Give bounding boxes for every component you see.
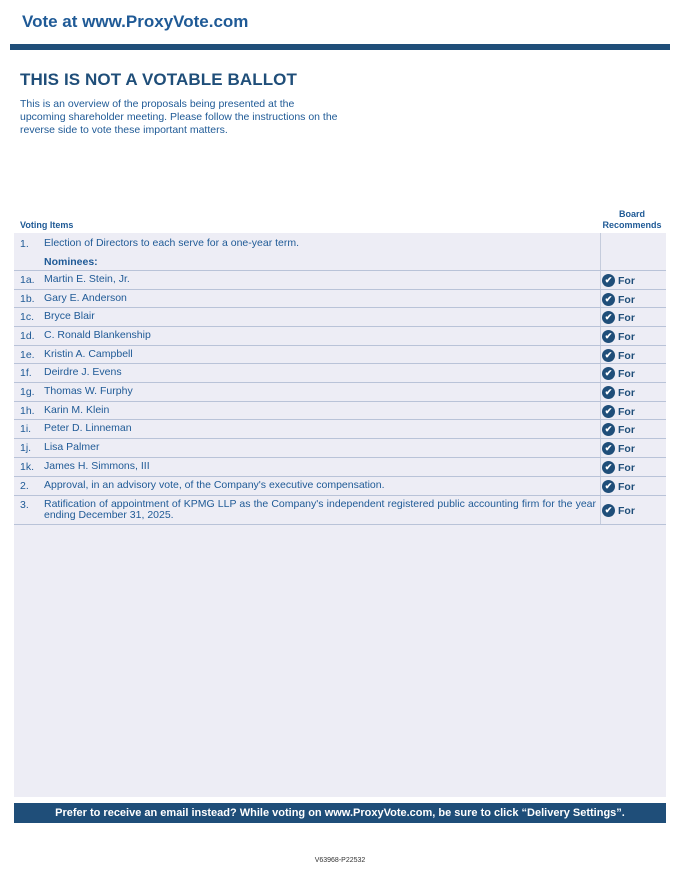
item-description: James H. Simmons, III [44,460,150,472]
checkmark-circle-icon: ✔ [602,405,615,418]
voting-item-row [14,458,666,477]
checkmark-circle-icon: ✔ [602,311,615,324]
item-description: Approval, in an advisory vote, of the Company's executive compensation. [44,479,385,491]
nominees-label: Nominees: [44,256,98,268]
checkmark-circle-icon: ✔ [602,504,615,517]
recommendation-label: For [618,367,635,380]
recommendation-label: For [618,461,635,474]
voting-item-row [14,364,666,383]
recommendation-label: For [618,442,635,455]
voting-item-row [14,477,666,496]
board-recommendation [602,293,635,306]
item-number: 1. [20,238,29,250]
item-description: Bryce Blair [44,310,95,322]
recommendation-label: For [618,349,635,362]
voting-item-row [14,402,666,420]
item-description: Thomas W. Furphy [44,385,133,397]
item-description: Kristin A. Campbell [44,348,133,360]
item-number: 1j. [20,442,32,454]
voting-item-row [14,383,666,402]
item-number: 3. [20,499,29,511]
voting-item-row [14,496,666,525]
voting-item-row [14,346,666,364]
checkmark-circle-icon: ✔ [602,330,615,343]
recommendation-label: For [618,386,635,399]
voting-items-header: Voting Items [20,220,74,230]
board-recommendation [602,504,635,517]
item-description: Lisa Palmer [44,441,100,453]
board-recommendation [602,386,635,399]
proxyvote-link[interactable]: Vote at www.ProxyVote.com [22,12,249,31]
header-rule [10,44,670,50]
checkmark-circle-icon: ✔ [602,367,615,380]
item-description: Gary E. Anderson [44,292,127,304]
recommendation-label: For [618,405,635,418]
voting-item-row [14,439,666,458]
email-delivery-banner: Prefer to receive an email instead? While voting on www.ProxyVote.com, be sure to click “Delivery Settings”. [14,803,666,823]
board-recommends-header [598,209,666,231]
item-number: 1b. [20,293,35,305]
board-recommendation [602,274,635,287]
checkmark-circle-icon: ✔ [602,480,615,493]
voting-item-row [14,327,666,346]
checkmark-circle-icon: ✔ [602,349,615,362]
document-code: V63968-P22532 [314,857,366,864]
item-number: 1g. [20,386,35,398]
recommendation-label: For [618,480,635,493]
board-recommendation [602,311,635,324]
row-divider [14,524,666,525]
checkmark-circle-icon: ✔ [602,293,615,306]
recommendation-label: For [618,311,635,324]
item-number: 1k. [20,461,35,473]
board-recommendation [602,480,635,493]
voting-item-row [14,271,666,290]
checkmark-circle-icon: ✔ [602,386,615,399]
item-description: Election of Directors to each serve for a one-year term. [44,237,300,249]
voting-item-row [14,420,666,439]
board-recommendation [602,423,635,436]
item-number: 1e. [20,349,35,361]
item-number: 1c. [20,311,35,323]
recommendation-label: For [618,274,635,287]
board-recommendation [602,405,635,418]
intro-text: This is an overview of the proposals being presented at the upcoming shareholder meeting. Please follow the instructions on the reverse side to vote these important matters. [20,98,338,136]
item-description: Ratification of appointment of KPMG LLP as the Company's independent registered public accounting firm for the year ending December 31, 2025. [44,498,596,521]
board-recommendation [602,330,635,343]
checkmark-circle-icon: ✔ [602,274,615,287]
board-recommendation [602,349,635,362]
top-header [0,0,680,50]
item-description: Deirdre J. Evens [44,366,122,378]
recommendation-label: For [618,330,635,343]
recommendation-label: For [618,423,635,436]
item-description: Martin E. Stein, Jr. [44,273,130,285]
item-number: 2. [20,480,29,492]
recommendation-label: For [618,504,635,517]
board-recommendation [602,461,635,474]
checkmark-circle-icon: ✔ [602,423,615,436]
board-recommends-line2: Recommends [602,220,662,230]
voting-item-row [14,290,666,308]
page-title: THIS IS NOT A VOTABLE BALLOT [20,70,297,89]
item-number: 1f. [20,367,32,379]
item-number: 1h. [20,405,35,417]
checkmark-circle-icon: ✔ [602,461,615,474]
item-number: 1i. [20,423,32,435]
voting-item-row [14,254,666,271]
voting-item-row [14,308,666,327]
item-number: 1a. [20,274,35,286]
item-description: Karin M. Klein [44,404,110,416]
item-number: 1d. [20,330,35,342]
checkmark-circle-icon: ✔ [602,442,615,455]
board-recommendation [602,367,635,380]
board-recommends-line1: Board [618,209,645,219]
recommendation-label: For [618,293,635,306]
board-recommendation [602,442,635,455]
item-description: C. Ronald Blankenship [44,329,151,341]
voting-item-row [14,235,666,254]
item-description: Peter D. Linneman [44,422,132,434]
